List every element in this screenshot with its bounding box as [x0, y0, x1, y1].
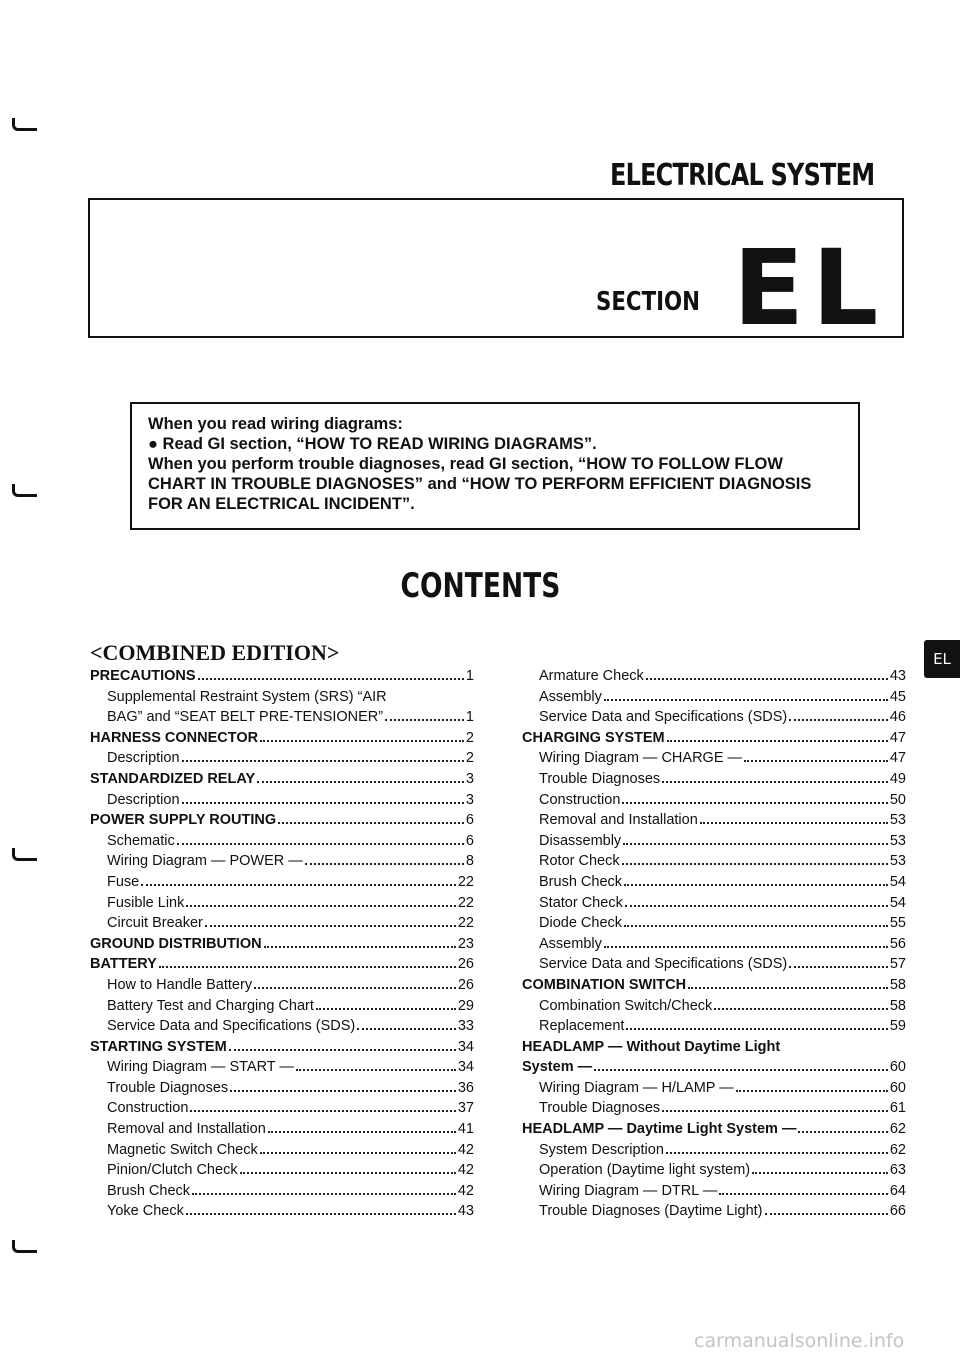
toc-entry[interactable]	[90, 915, 474, 936]
toc-entry-title: Magnetic Switch Check	[107, 1141, 258, 1158]
toc-leader-dots	[278, 822, 464, 824]
toc-page-number: 29	[457, 997, 474, 1014]
toc-entry-title: Circuit Breaker	[107, 915, 203, 932]
toc-leader-dots	[240, 1172, 456, 1174]
section-side-tab[interactable]: EL	[924, 640, 960, 678]
section-word: SECTION	[596, 287, 701, 317]
toc-entry[interactable]	[90, 750, 474, 771]
toc-leader-dots	[182, 802, 464, 804]
toc-entry[interactable]	[522, 1080, 906, 1101]
toc-entry[interactable]	[522, 833, 906, 854]
toc-leader-dots	[744, 760, 888, 762]
toc-leader-dots	[688, 987, 888, 989]
toc-entry-title: Construction	[107, 1100, 189, 1117]
toc-page-number: 22	[457, 894, 474, 911]
toc-entry-title: Description	[107, 750, 180, 767]
toc-entry[interactable]	[522, 874, 906, 895]
toc-leader-dots	[789, 719, 888, 721]
toc-entry-title: Assembly	[539, 688, 602, 705]
toc-entry-title: Wiring Diagram — START —	[107, 1059, 294, 1076]
toc-page-number: 61	[889, 1100, 906, 1117]
toc-page-number: 22	[457, 873, 474, 890]
toc-entry-title: STANDARDIZED RELAY	[90, 770, 256, 787]
toc-leader-dots	[624, 925, 888, 927]
toc-page-number: 37	[457, 1100, 474, 1117]
toc-entry[interactable]	[522, 936, 906, 957]
toc-entry[interactable]	[522, 1018, 906, 1039]
toc-entry-title: Combination Switch/Check	[539, 997, 713, 1014]
toc-entry[interactable]	[90, 998, 474, 1019]
toc-entry[interactable]	[522, 1121, 906, 1142]
toc-page-number: 60	[889, 1059, 906, 1076]
toc-entry[interactable]	[90, 895, 474, 916]
toc-entry-title: Trouble Diagnoses (Daytime Light)	[539, 1203, 763, 1220]
toc-entry-title: Armature Check	[539, 668, 644, 684]
toc-page-number: 8	[465, 853, 474, 870]
toc-leader-dots	[296, 1069, 456, 1071]
toc-page-number: 1	[465, 668, 474, 684]
toc-page-number: 56	[889, 935, 906, 952]
toc-entry[interactable]	[522, 895, 906, 916]
toc-page-number: 42	[457, 1182, 474, 1199]
toc-leader-dots	[604, 699, 888, 701]
toc-leader-dots	[623, 843, 888, 845]
toc-leader-dots	[662, 781, 888, 783]
toc-entry[interactable]	[522, 689, 906, 710]
toc-leader-dots	[385, 719, 464, 721]
toc-entry[interactable]	[90, 1039, 474, 1060]
toc-entry[interactable]	[522, 977, 906, 998]
toc-page-number: 41	[457, 1121, 474, 1138]
toc-entry[interactable]	[522, 1203, 906, 1224]
toc-entry-title: Battery Test and Charging Chart	[107, 997, 314, 1014]
toc-entry-title: Wiring Diagram — DTRL —	[539, 1182, 718, 1199]
toc-leader-dots	[736, 1090, 888, 1092]
toc-entry-title: Removal and Installation	[107, 1121, 266, 1138]
toc-entry-title: COMBINATION SWITCH	[522, 976, 687, 993]
edition-label: <COMBINED EDITION>	[90, 640, 340, 665]
notice-line: ● Read GI section, “HOW TO READ WIRING DIAGRAMS”.	[148, 435, 597, 453]
toc-entry-title: BATTERY	[90, 956, 157, 973]
toc-page-number: 45	[889, 688, 906, 705]
toc-entry-title: HEADLAMP — Daytime Light System —	[522, 1121, 797, 1138]
binding-mark	[12, 484, 37, 497]
toc-leader-dots	[264, 946, 456, 948]
toc-entry-title: HEADLAMP — Without Daytime Light	[522, 1038, 781, 1055]
toc-entry[interactable]	[522, 1039, 906, 1060]
toc-entry-title: Construction	[539, 791, 621, 808]
toc-entry[interactable]	[90, 936, 474, 957]
toc-leader-dots	[357, 1028, 456, 1030]
notice-line: When you read wiring diagrams:	[148, 415, 403, 433]
toc-leader-dots	[765, 1213, 888, 1215]
toc-leader-dots	[159, 966, 456, 968]
notice-line: CHART IN TROUBLE DIAGNOSES” and “HOW TO PERFORM EFFICIENT DIAGNOSIS	[148, 475, 812, 493]
toc-entry[interactable]	[522, 792, 906, 813]
toc-entry-title: Trouble Diagnoses	[539, 770, 661, 787]
toc-page-number: 66	[889, 1203, 906, 1220]
toc-entry[interactable]	[90, 1142, 474, 1163]
toc-entry-title: Description	[107, 791, 180, 808]
toc-page-number: 58	[889, 976, 906, 993]
toc-entry[interactable]	[522, 709, 906, 730]
toc-entry-title: Fuse	[107, 873, 140, 890]
toc-leader-dots	[626, 1028, 887, 1030]
toc-page-number: 58	[889, 997, 906, 1014]
toc-entry[interactable]	[522, 750, 906, 771]
toc-entry-title: Wiring Diagram — CHARGE —	[539, 750, 743, 767]
toc-leader-dots	[141, 884, 456, 886]
toc-leader-dots	[177, 843, 464, 845]
toc-entry[interactable]	[90, 709, 474, 730]
toc-leader-dots	[190, 1110, 455, 1112]
toc-entry-title: Operation (Daytime light system)	[539, 1162, 751, 1179]
toc-entry[interactable]	[90, 1018, 474, 1039]
toc-entry[interactable]	[90, 956, 474, 977]
toc-leader-dots	[646, 678, 888, 680]
toc-entry-title: How to Handle Battery	[107, 976, 253, 993]
notice-line: When you perform trouble diagnoses, read GI section, “HOW TO FOLLOW FLOW	[148, 455, 783, 473]
toc-entry-title: Trouble Diagnoses	[539, 1100, 661, 1117]
toc-entry[interactable]	[522, 1142, 906, 1163]
toc-leader-dots	[257, 781, 464, 783]
wiring-notice-box	[130, 402, 860, 530]
toc-entry[interactable]	[90, 1162, 474, 1183]
toc-entry-title: Yoke Check	[107, 1203, 184, 1220]
toc-leader-dots	[260, 1152, 456, 1154]
toc-entry[interactable]	[522, 668, 906, 689]
toc-entry-title: Replacement	[539, 1018, 625, 1035]
toc-page-number: 62	[889, 1121, 906, 1138]
toc-entry-title: PRECAUTIONS	[90, 668, 196, 684]
toc-leader-dots	[752, 1172, 888, 1174]
toc-entry-title: Brush Check	[107, 1182, 191, 1199]
toc-page-number: 23	[457, 935, 474, 952]
toc-entry[interactable]	[90, 1100, 474, 1121]
toc-leader-dots	[604, 946, 888, 948]
toc-leader-dots	[305, 863, 464, 865]
binding-mark	[12, 1240, 37, 1253]
binding-mark	[12, 118, 37, 131]
toc-entry-title: CHARGING SYSTEM	[522, 729, 665, 746]
toc-page-number: 42	[457, 1141, 474, 1158]
binding-mark	[12, 848, 37, 861]
toc-page-number: 6	[465, 812, 474, 829]
toc-entry[interactable]	[522, 1100, 906, 1121]
toc-entry[interactable]	[90, 1183, 474, 1204]
toc-page-number: 43	[457, 1203, 474, 1220]
toc-entry-title: Service Data and Specifications (SDS)	[539, 709, 788, 726]
toc-entry-title: Supplemental Restraint System (SRS) “AIR	[107, 688, 387, 705]
toc-entry-title: Brush Check	[539, 873, 623, 890]
toc-entry-title: GROUND DISTRIBUTION	[90, 935, 262, 952]
toc-entry-title: Trouble Diagnoses	[107, 1079, 229, 1096]
toc-leader-dots	[182, 760, 464, 762]
toc-entry[interactable]	[90, 1059, 474, 1080]
toc-entry-title: Service Data and Specifications (SDS)	[107, 1018, 356, 1035]
toc-entry[interactable]	[522, 730, 906, 751]
toc-leader-dots	[700, 822, 888, 824]
toc-leader-dots	[789, 966, 888, 968]
toc-page-number: 6	[465, 832, 474, 849]
toc-page-number: 26	[457, 976, 474, 993]
toc-leader-dots	[662, 1110, 888, 1112]
toc-page-number: 49	[889, 770, 906, 787]
toc-entry[interactable]	[90, 771, 474, 792]
toc-entry-title: BAG” and “SEAT BELT PRE-TENSIONER”	[107, 709, 384, 726]
toc-page-number: 47	[889, 750, 906, 767]
toc-page-number: 54	[889, 894, 906, 911]
toc-page-number: 42	[457, 1162, 474, 1179]
toc-page-number: 22	[457, 915, 474, 932]
toc-entry[interactable]	[90, 730, 474, 751]
toc-entry[interactable]	[90, 853, 474, 874]
toc-entry[interactable]	[90, 792, 474, 813]
toc-leader-dots	[229, 1049, 456, 1051]
toc-entry-title: Schematic	[107, 832, 175, 849]
toc-entry-title: Wiring Diagram — H/LAMP —	[539, 1079, 734, 1096]
toc-entry[interactable]	[522, 853, 906, 874]
toc-entry[interactable]	[522, 1059, 906, 1080]
toc-entry[interactable]	[522, 771, 906, 792]
notice-line: FOR AN ELECTRICAL INCIDENT”.	[148, 495, 415, 513]
section-code: EL	[733, 227, 887, 349]
toc-entry[interactable]	[90, 1203, 474, 1224]
toc-leader-dots	[666, 1152, 888, 1154]
toc-entry[interactable]	[90, 812, 474, 833]
toc-leader-dots	[254, 987, 456, 989]
toc-entry-title: System —	[522, 1059, 593, 1076]
toc-page-number: 36	[457, 1079, 474, 1096]
toc-entry-title: Pinion/Clutch Check	[107, 1162, 238, 1179]
toc-entry[interactable]	[522, 956, 906, 977]
toc-entry-title: Service Data and Specifications (SDS)	[539, 956, 788, 973]
toc-page-number: 53	[889, 832, 906, 849]
toc-entry[interactable]	[522, 1183, 906, 1204]
toc-entry-title: Diode Check	[539, 915, 623, 932]
toc-leader-dots	[186, 1213, 456, 1215]
toc-leader-dots	[625, 905, 888, 907]
toc-entry[interactable]	[90, 689, 474, 710]
toc-entry-title: Stator Check	[539, 894, 623, 911]
toc-entry[interactable]	[522, 812, 906, 833]
toc-page-number: 54	[889, 873, 906, 890]
toc-leader-dots	[667, 740, 888, 742]
toc-leader-dots	[198, 678, 464, 680]
section-title: ELECTRICAL SYSTEM	[610, 158, 875, 193]
toc-entry[interactable]	[90, 874, 474, 895]
toc-leader-dots	[594, 1069, 888, 1071]
toc-leader-dots	[714, 1008, 888, 1010]
toc-entry-title: HARNESS CONNECTOR	[90, 729, 259, 746]
toc-page-number: 34	[457, 1059, 474, 1076]
toc-page-number: 46	[889, 709, 906, 726]
contents-title: CONTENTS	[400, 566, 560, 606]
toc-left-column	[90, 668, 474, 1224]
toc-page-number: 47	[889, 729, 906, 746]
toc-entry-title: POWER SUPPLY ROUTING	[90, 812, 277, 829]
toc-page-number: 57	[889, 956, 906, 973]
toc-entry-title: Rotor Check	[539, 853, 620, 870]
toc-leader-dots	[268, 1131, 456, 1133]
toc-leader-dots	[798, 1131, 887, 1133]
toc-entry[interactable]	[90, 833, 474, 854]
toc-leader-dots	[186, 905, 455, 907]
watermark: carmanualsonline.info	[694, 1330, 905, 1352]
toc-page-number: 26	[457, 956, 474, 973]
toc-page-number: 63	[889, 1162, 906, 1179]
toc-leader-dots	[316, 1008, 456, 1010]
toc-page-number: 3	[465, 770, 474, 787]
toc-leader-dots	[205, 925, 456, 927]
toc-page-number: 60	[889, 1079, 906, 1096]
toc-entry-title: Disassembly	[539, 832, 622, 849]
toc-leader-dots	[622, 863, 888, 865]
toc-page-number: 2	[465, 750, 474, 767]
toc-page-number: 50	[889, 791, 906, 808]
toc-entry-title: Fusible Link	[107, 894, 185, 911]
toc-entry[interactable]	[522, 915, 906, 936]
toc-entry-title: Assembly	[539, 935, 602, 952]
toc-page-number: 59	[889, 1018, 906, 1035]
toc-page-number: 1	[465, 709, 474, 726]
toc-entry[interactable]	[522, 998, 906, 1019]
toc-entry-title: System Description	[539, 1141, 664, 1158]
toc-page-number: 34	[457, 1038, 474, 1055]
toc-page-number: 64	[889, 1182, 906, 1199]
toc-leader-dots	[230, 1090, 456, 1092]
toc-page-number: 53	[889, 812, 906, 829]
toc-page-number: 55	[889, 915, 906, 932]
toc-leader-dots	[622, 802, 887, 804]
toc-entry[interactable]	[522, 1162, 906, 1183]
toc-page-number: 3	[465, 791, 474, 808]
toc-page-number: 62	[889, 1141, 906, 1158]
toc-entry[interactable]	[90, 977, 474, 998]
toc-entry[interactable]	[90, 668, 474, 689]
toc-entry-title: Removal and Installation	[539, 812, 698, 829]
toc-entry[interactable]	[90, 1080, 474, 1101]
toc-page-number: 2	[465, 729, 474, 746]
toc-leader-dots	[260, 740, 464, 742]
toc-leader-dots	[192, 1193, 456, 1195]
toc-page-number: 43	[889, 668, 906, 684]
toc-leader-dots	[624, 884, 888, 886]
toc-page-number: 53	[889, 853, 906, 870]
toc-entry-title: Wiring Diagram — POWER —	[107, 853, 303, 870]
toc-entry[interactable]	[90, 1121, 474, 1142]
toc-page-number: 33	[457, 1018, 474, 1035]
toc-right-column	[522, 668, 906, 1224]
toc-leader-dots	[719, 1193, 888, 1195]
toc-entry-title: STARTING SYSTEM	[90, 1038, 227, 1055]
